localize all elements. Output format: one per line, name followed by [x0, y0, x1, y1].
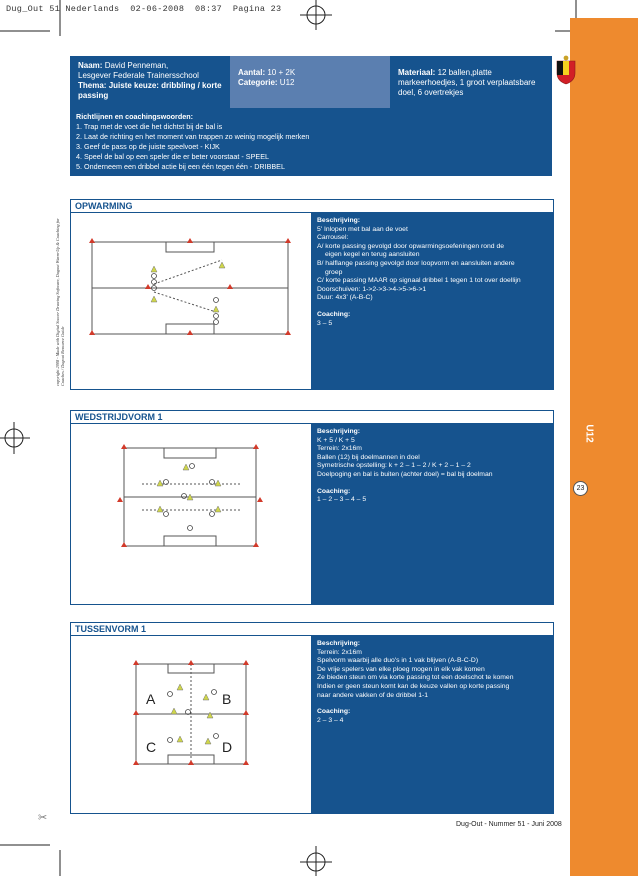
material-info-box [390, 56, 552, 112]
description-label: Beschrijving: [317, 640, 361, 647]
description-line: B/ halflange passing gevolgd door loopvorm en aansluiten andere [317, 259, 515, 267]
zone-label-d: D [222, 739, 233, 755]
coaching-value: 1 – 2 – 3 – 4 – 5 [317, 496, 367, 504]
coaching-label: Coaching: [317, 487, 351, 495]
section-title: TUSSENVORM 1 [71, 623, 553, 636]
guideline-item: 2. Laat de richting en het moment van trappen zo weinig mogelijk merken [76, 132, 310, 141]
theme-value: Juiste keuze: dribbling / korte passing [78, 81, 222, 100]
federation-crest-icon [555, 55, 577, 85]
guideline-item: 4. Speel de bal op een speler die er beter voorstaat - SPEEL [76, 152, 269, 161]
opwarming-diagram [82, 232, 298, 352]
guideline-item: 1. Trap met de voet die het dichtst bij de bal is [76, 122, 223, 131]
description-line: De vrije spelers van elke ploeg mogen in elk vak komen [317, 665, 485, 673]
description-line: Doelpoging en bal is buiten (achter doel) = bal bij doelman [317, 470, 493, 478]
description-panel [311, 636, 553, 813]
coaching-label: Coaching: [317, 310, 351, 318]
description-line: Terrein: 2x16m [317, 445, 362, 453]
material-label: Materiaal: [398, 68, 436, 77]
description-line: A/ korte passing gevolgd door opwarmingsoefeningen rond de [317, 242, 505, 250]
material-value: 12 ballen,platte markeerhoedjes, 1 groot verplaatsbare doel, 6 overtrekjes [398, 68, 536, 97]
footer-text: Dug-Out - Nummer 51 - Juni 2008 [456, 821, 562, 828]
copyright-text: copyright 2008 - Made with Digital Soccer Drawing Software, Dugout Warm-Up & Coaching for Coaches / Dugout Resource Guide [55, 218, 65, 386]
description-line: Spelvorm waarbij alle duo's in 1 vak blijven (A-B-C-D) [317, 657, 479, 665]
scissors-icon: ✂ [38, 812, 48, 824]
description-line: eigen kegel en terug aansluiten [325, 251, 420, 259]
tussenvorm-diagram [110, 652, 270, 777]
count-info-box [230, 56, 390, 112]
guideline-item: 5. Onderneem een dribbel actie bij een één tegen één - DRIBBEL [76, 162, 285, 171]
count-label: Aantal: [238, 68, 266, 77]
description-line: Carrousel: [317, 234, 349, 242]
description-line: Indien er geen steun komt kan de keuze vallen op korte passing [317, 682, 510, 690]
description-label: Beschrijving: [317, 217, 361, 224]
page-number-badge: 23 [573, 481, 588, 496]
role-value: Lesgever Federale Trainersschool [78, 71, 199, 80]
coaching-value: 3 – 5 [317, 319, 333, 327]
name-label: Naam: [78, 61, 103, 70]
print-header: Dug_Out 51 Nederlands 02-06-2008 08:37 Pagina 23 [6, 4, 282, 14]
description-line: groep [325, 268, 343, 276]
description-line: Ze bieden steun om via korte passing tot een doelschot te komen [317, 674, 514, 682]
description-label: Beschrijving: [317, 428, 361, 435]
section-title: OPWARMING [71, 200, 553, 213]
coach-info-box [70, 56, 230, 110]
count-value: 10 + 2K [267, 68, 296, 77]
category-label: Categorie: [238, 78, 278, 87]
description-line: Terrein: 2x16m [317, 648, 362, 656]
description-line: Ballen (12) bij doelmannen in doel [317, 453, 420, 461]
guideline-item: 3. Geef de pass op de juiste speelvoet - KIJK [76, 142, 220, 151]
description-line: Symetrische opstelling: k + 2 – 1 – 2 / K + 2 – 1 – 2 [317, 462, 471, 470]
zone-label-a: A [146, 691, 156, 707]
description-line: naar andere vakken of de dribbel 1-1 [317, 691, 429, 699]
category-side-label: U12 [583, 424, 595, 443]
zone-label-c: C [146, 739, 157, 755]
theme-label: Thema: [78, 81, 107, 90]
name-value: David Penneman, [104, 61, 169, 70]
wedstrijdvorm-diagram [100, 436, 280, 556]
coaching-value: 2 – 3 – 4 [317, 716, 344, 724]
description-line: 5' Inlopen met bal aan de voet [317, 225, 408, 233]
guidelines-title: Richtlijnen en coachingswoorden: [76, 112, 194, 121]
description-panel [311, 424, 553, 604]
description-panel [311, 213, 553, 389]
description-line: Doorschuiven: 1->2->3->4->5->6->1 [317, 285, 427, 293]
copyright-note [53, 210, 65, 388]
guidelines-box [70, 108, 552, 176]
description-line: Duur: 4x3' (A-B-C) [317, 294, 373, 302]
section-title: WEDSTRIJDVORM 1 [71, 411, 553, 424]
coaching-label: Coaching: [317, 708, 351, 716]
category-value: U12 [279, 78, 295, 87]
description-line: C/ korte passing MAAR op signaal dribbel 1 tegen 1 tot over doellijn [317, 277, 521, 285]
description-line: K + 5 / K + 5 [317, 436, 355, 444]
zone-label-b: B [222, 691, 232, 707]
side-strip [570, 18, 638, 876]
